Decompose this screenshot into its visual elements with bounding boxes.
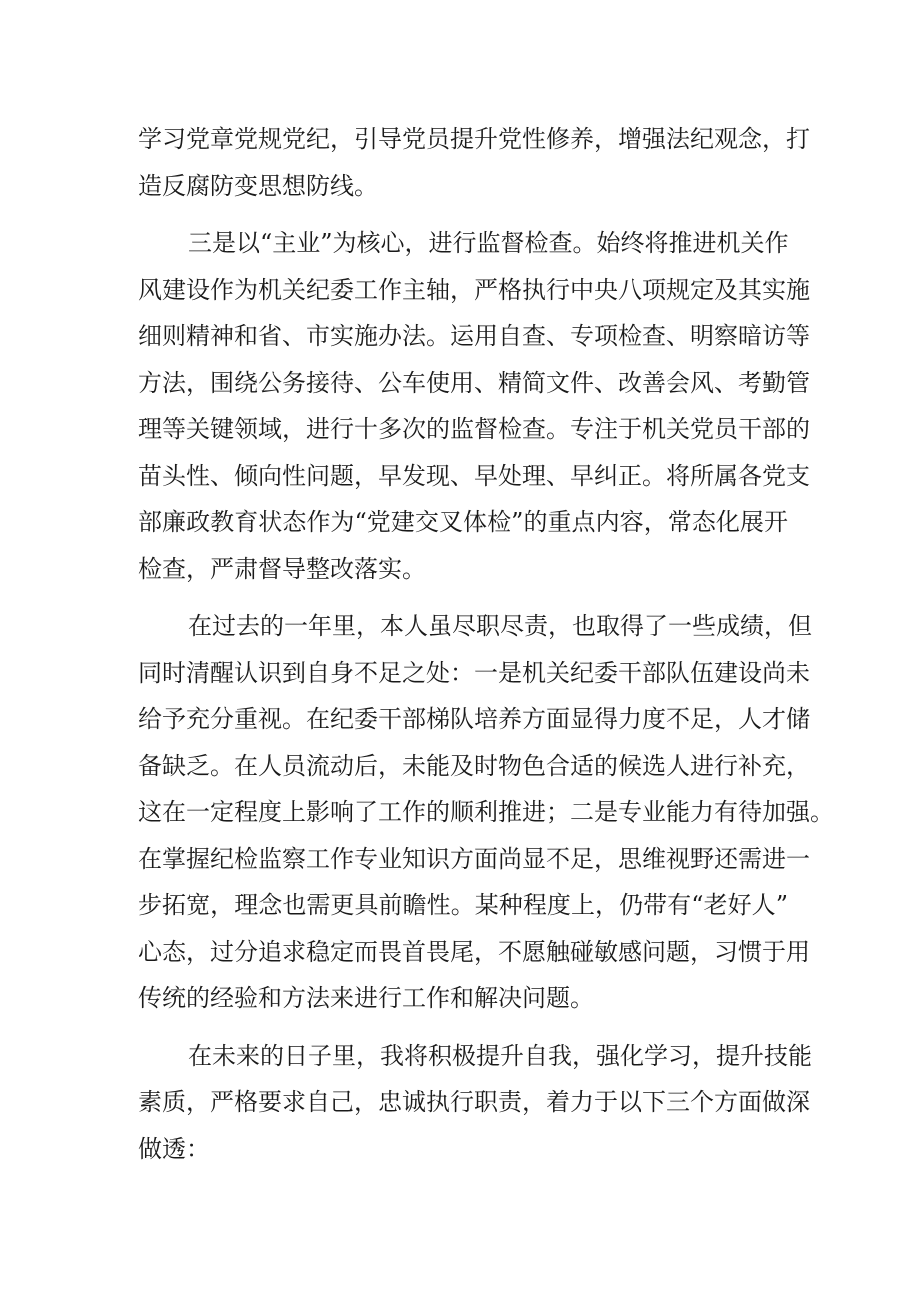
text-line: 风建设作为机关纪委工作主轴，严格执行中央八项规定及其实施 bbox=[138, 275, 810, 304]
text-line: 方法，围绕公务接待、公车使用、精简文件、改善会风、考勤管 bbox=[138, 368, 810, 397]
text-line: 学习党章党规党纪，引导党员提升党性修养，增强法纪观念，打 bbox=[138, 125, 810, 153]
text-line: 传统的经验和方法来进行工作和解决问题。 bbox=[138, 984, 594, 1012]
paragraph-4 bbox=[138, 1033, 812, 1173]
text-line: 同时清醒认识到自身不足之处：一是机关纪委干部队伍建设尚未 bbox=[138, 658, 810, 687]
text-line: 检查，严肃督导整改落实。 bbox=[138, 554, 426, 583]
text-line: 在未来的日子里，我将积极提升自我，强化学习，提升技能 bbox=[188, 1041, 812, 1070]
text-line: 三是以“主业”为核心，进行监督检查。始终将推进机关作 bbox=[188, 229, 789, 257]
text-line: 备缺乏。在人员流动后，未能及时物色合适的候选人进行补充， bbox=[138, 751, 810, 780]
document-body bbox=[138, 116, 834, 1172]
text-line: 步拓宽，理念也需更具前瞻性。某种程度上，仍带有“老好人” bbox=[138, 891, 788, 919]
text-line: 在过去的一年里，本人虽尽职尽责，也取得了一些成绩，但 bbox=[188, 612, 812, 640]
text-line: 给予充分重视。在纪委干部梯队培养方面显得力度不足，人才储 bbox=[138, 705, 810, 733]
text-line: 造反腐防变思想防线。 bbox=[138, 171, 378, 200]
text-line: 理等关键领域，进行十多次的监督检查。专注于机关党员干部的 bbox=[138, 415, 810, 443]
text-line: 部廉政教育状态作为“党建交叉体检”的重点内容，常态化展开 bbox=[138, 508, 788, 536]
text-line: 心态，过分追求稳定而畏首畏尾，不愿触碰敏感问题，习惯于用 bbox=[138, 937, 810, 966]
paragraph-3 bbox=[138, 603, 834, 1022]
text-line: 这在一定程度上影响了工作的顺利推进；二是专业能力有待加强。 bbox=[138, 798, 834, 826]
text-line: 素质，严格要求自己，忠诚执行职责，着力于以下三个方面做深 bbox=[138, 1088, 810, 1116]
text-line: 在掌握纪检监察工作专业知识方面尚显不足，思维视野还需进一 bbox=[138, 844, 810, 873]
text-line: 苗头性、倾向性问题，早发现、早处理、早纠正。将所属各党支 bbox=[138, 461, 810, 490]
text-line: 做透： bbox=[138, 1134, 210, 1163]
paragraph-1 bbox=[138, 116, 810, 209]
text-line: 细则精神和省、市实施办法。运用自查、专项检查、明察暗访等 bbox=[138, 322, 810, 350]
paragraph-2 bbox=[138, 220, 810, 592]
